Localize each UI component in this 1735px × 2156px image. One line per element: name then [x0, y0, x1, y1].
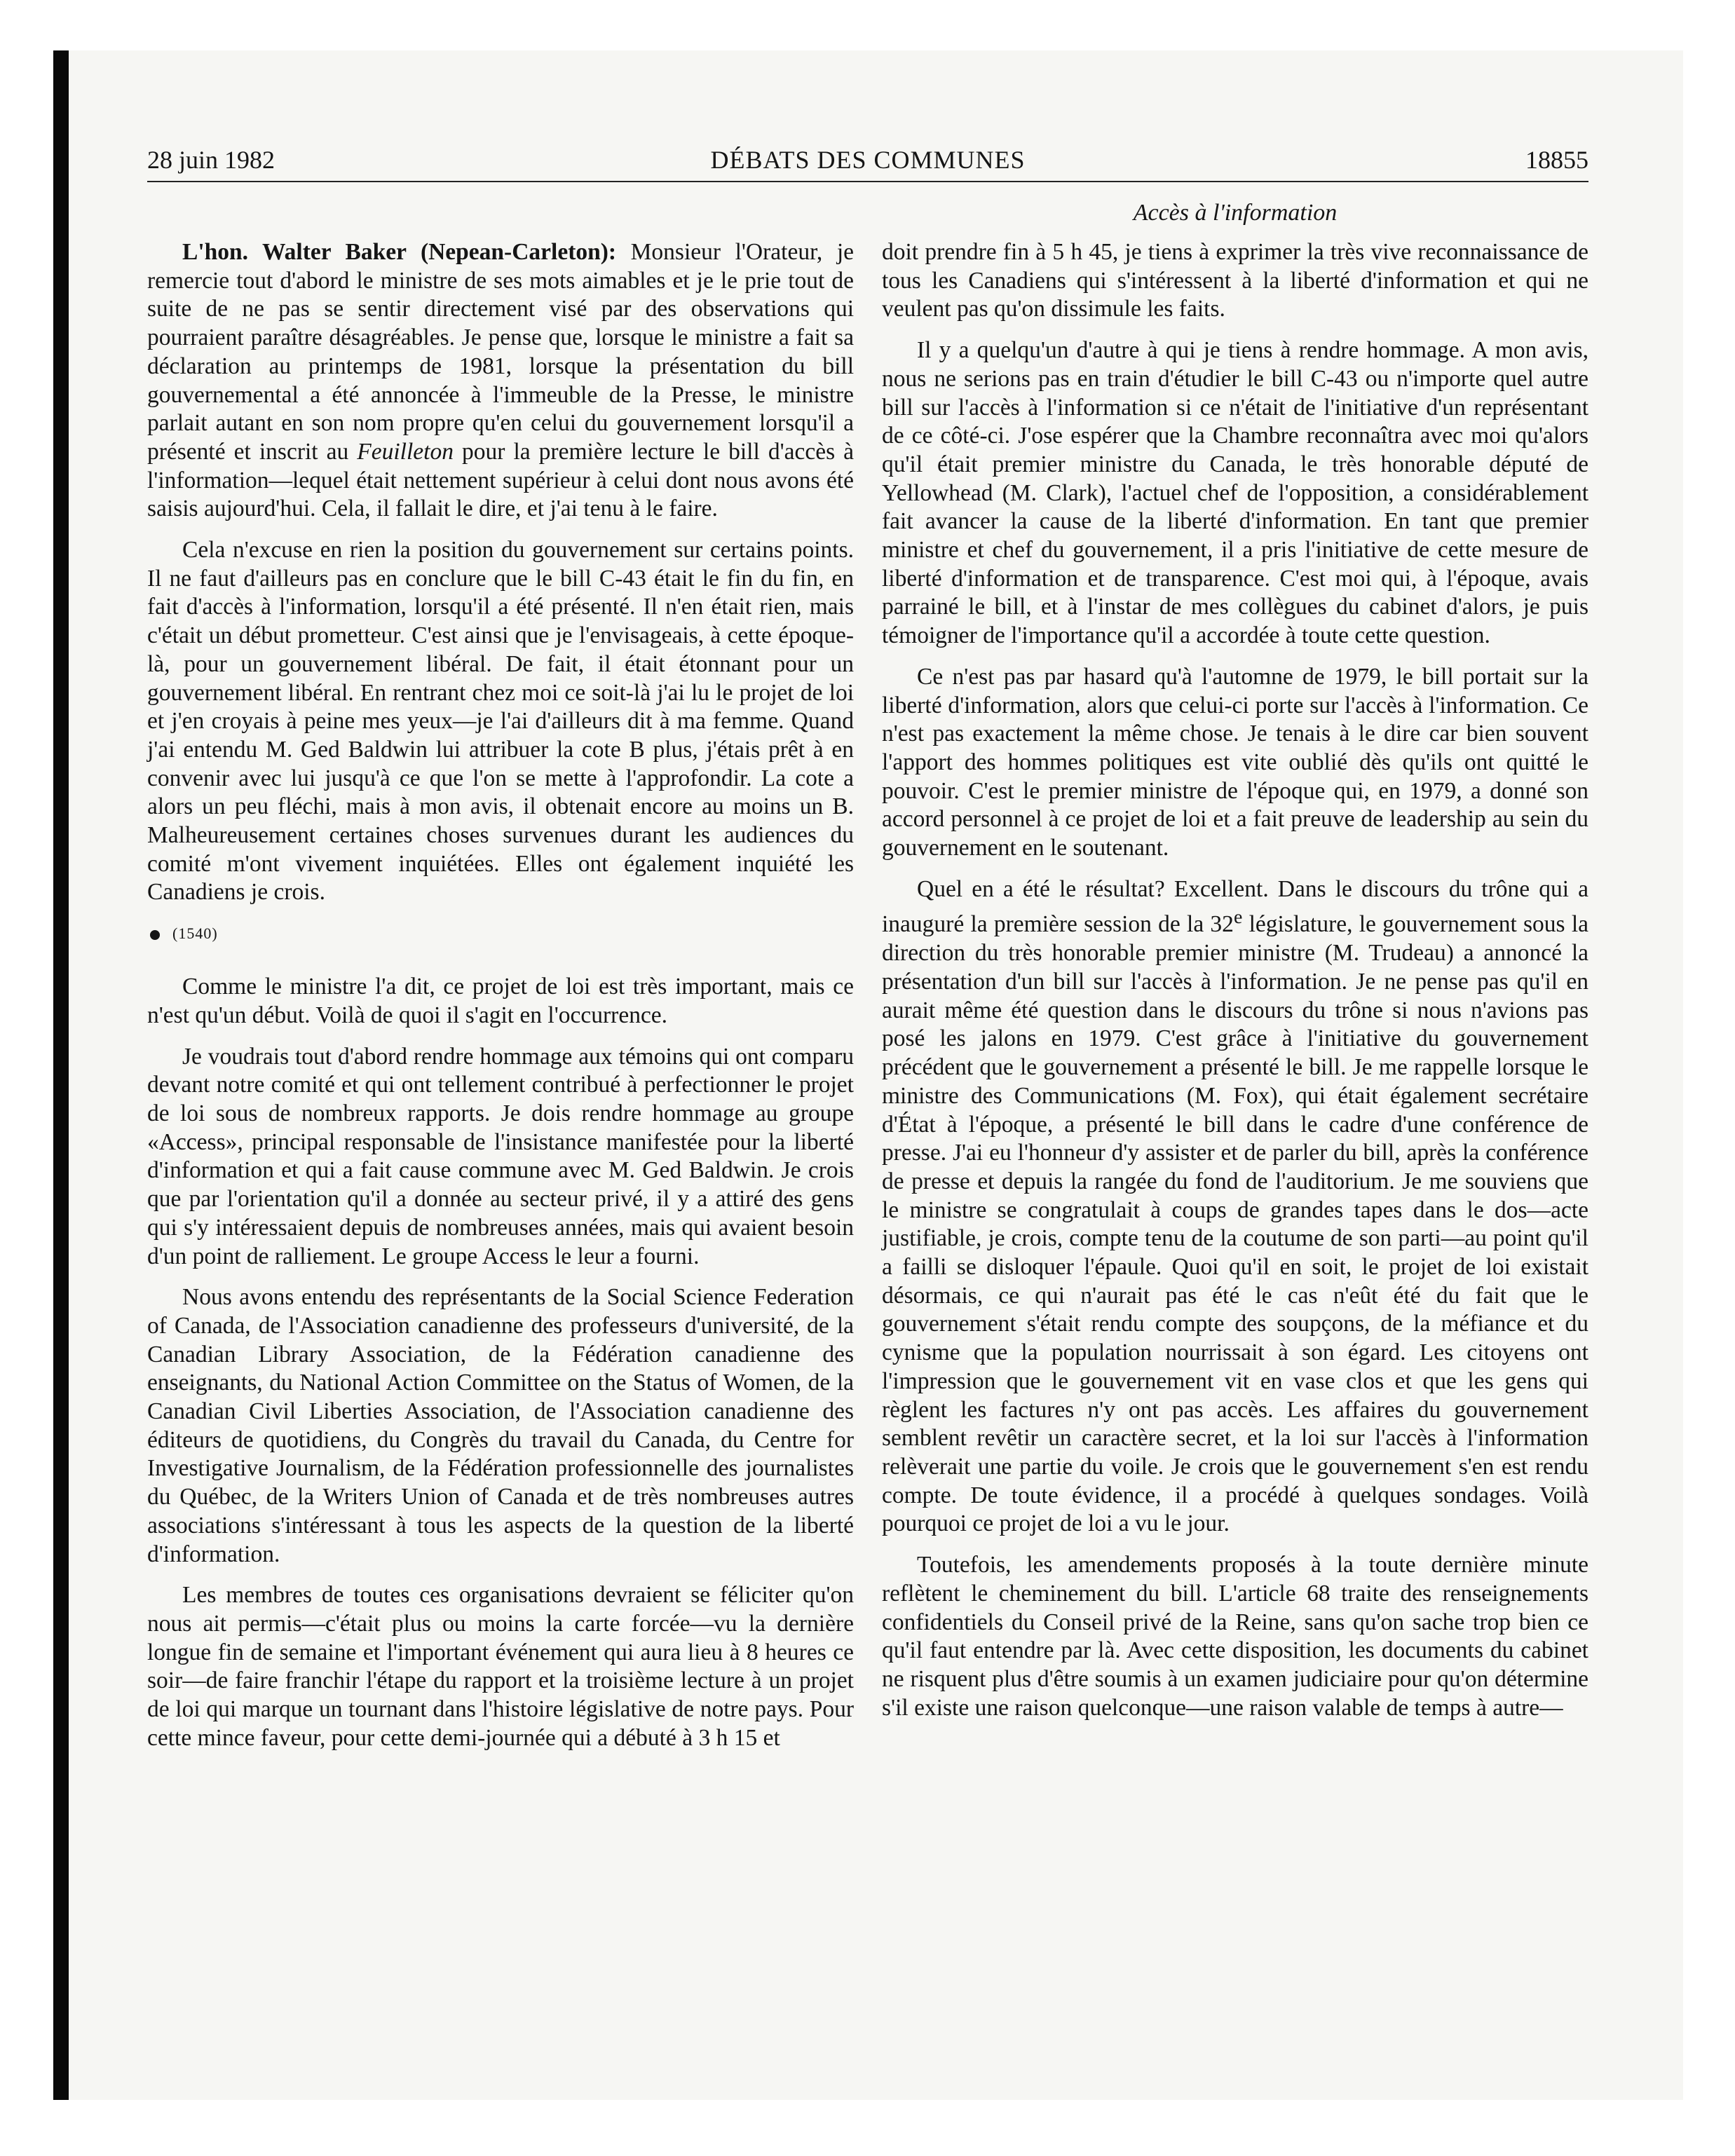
header-page-number: 18855: [1525, 146, 1588, 174]
paragraph-text: Monsieur l'Orateur, je remercie tout d'abord le ministre de ses mots aimables et je le prie tout de suite de ne pas se sentir directement visé par des observations qui pourraient paraître désagréables. Je pense que, lorsque le ministre a fait sa déclaration au printemps de 1981, lorsque la présentation du bill gouvernemental a été annoncée à l'immeuble de la Presse, le ministre parlait autant en son nom propre qu'en celui du gouvernement lorsqu'il a présenté et inscrit au: [147, 239, 854, 465]
right-column: [882, 238, 1588, 1735]
ordinal-superscript: e: [1233, 906, 1243, 929]
section-subheading: Accès à l'information: [1133, 200, 1338, 226]
header-date: 28 juin 1982: [147, 146, 275, 174]
paragraph: Nous avons entendu des représentants de la Social Science Federation of Canada, de l'Association canadienne des professeurs d'université, de la Canadian Library Association, de la Fédération canadienne des enseignants, du National Action Committee on the Status of Women, de la Canadian Civil Liberties Association, de l'Association canadienne des éditeurs de quotidiens, du Congrès du travail du Canada, du Centre for Investigative Journalism, de la Fédération professionnelle des journalistes du Québec, de la Writers Union of Canada et de très nombreuses autres associations s'intéressant à tous les aspects de la question de la liberté d'information.: [147, 1284, 854, 1567]
binding-edge: [53, 50, 69, 2100]
time-marker: [147, 920, 854, 948]
page-header: [147, 143, 1588, 182]
left-column: [147, 238, 854, 1765]
paragraph: doit prendre fin à 5 h 45, je tiens à exprimer la très vive reconnaissance de tous les Canadiens qui s'intéressent à la liberté d'information et qui ne veulent pas qu'on dissimule les faits.: [882, 239, 1588, 322]
paragraph: Comme le ministre l'a dit, ce projet de loi est très important, mais ce n'est qu'un début. Voilà de quoi il s'agit en l'occurrence.: [147, 974, 854, 1028]
paragraph: Cela n'excuse en rien la position du gouvernement sur certains points. Il ne faut d'ailleurs pas en conclure que le bill C-43 était le fin du fin, en fait d'accès à l'information, lorsqu'il a été présenté. Il n'en était rien, mais c'était un début prometteur. C'est ainsi que je l'envisageais, à cette époque-là, pour un gouvernement libéral. De fait, il était étonnant pour un gouvernement libéral. En rentrant chez moi ce soit-là j'ai lu le projet de loi et j'en croyais à peine mes yeux—je l'ai d'ailleurs dit à ma femme. Quand j'ai entendu M. Ged Baldwin lui attribuer la cote B plus, j'étais prêt à en convenir avec lui jusqu'à ce que l'on se mette à l'approfondir. La cote a alors un peu fléchi, mais à mon avis, il obtenait encore au moins un B. Malheureusement certaines choses survenues durant les audiences du comité m'ont vivement inquiétées. Elles ont également inquiété les Canadiens je crois.: [147, 537, 854, 906]
paragraph: Ce n'est pas par hasard qu'à l'automne de 1979, le bill portait sur la liberté d'information, alors que celui-ci porte sur l'accès à l'information. Ce n'est pas exactement la même chose. Je tenais à le dire car bien souvent l'apport des hommes politiques est vite oublié dès qu'ils ont quitté le pouvoir. C'est le premier ministre de l'époque qui, en 1979, a donné son accord personnel à ce projet de loi et a fait preuve de leadership au sein du gouvernement en le soutenant.: [882, 663, 1588, 861]
paragraph: Il y a quelqu'un d'autre à qui je tiens à rendre hommage. A mon avis, nous ne serions pas en train d'étudier le bill C-43 ou n'importe quel autre bill sur l'accès à l'information si ce n'était de l'initiative d'un représentant de ce côté-ci. J'ose espérer que la Chambre reconnaîtra avec moi qu'alors qu'il était premier ministre du Canada, le très honorable député de Yellowhead (M. Clark), l'actuel chef de l'opposition, a considérablement fait avancer la cause de la liberté d'information. En tant que premier ministre et chef du gouvernement, il a pris l'initiative de cette mesure de liberté d'information et de transparence. C'est moi qui, à l'époque, avais parrainé le bill, et à l'instar de mes collègues du cabinet d'alors, je puis témoigner de l'importance qu'il a accordée à toute cette question.: [882, 337, 1588, 649]
paragraph: Toutefois, les amendements proposés à la toute dernière minute reflètent le cheminement du bill. L'article 68 traite des renseignements confidentiels du Conseil privé de la Reine, sans qu'on sache trop bien ce qu'il faut entendre par là. Avec cette disposition, les documents du cabinet ne risquent plus d'être soumis à un examen judiciaire pour qu'on détermine s'il existe une raison quelconque—une raison valable de temps à autre—: [882, 1552, 1588, 1721]
header-title: DÉBATS DES COMMUNES: [710, 146, 1026, 174]
paragraph: [147, 238, 854, 524]
time-marker-text: (1540): [172, 925, 218, 943]
paragraph: Les membres de toutes ces organisations devraient se féliciter qu'on nous ait permis—c'était plus ou moins la carte forcée—vu la dernière longue fin de semaine et l'important événement qui aura lieu à 8 heures ce soir—de faire franchir l'étape du rapport et la troisième lecture à un projet de loi qui marque un tournant dans l'histoire législative de notre pays. Pour cette mince faveur, pour cette demi-journée qui a débuté à 3 h 15 et: [147, 1582, 854, 1751]
paragraph-text: législature, le gouvernement sous la direction du très honorable premier ministre (M. Trudeau) a annoncé la présentation d'un bill sur l'accès à l'information. Je ne pense pas qu'il en aurait même été question dans le discours du trône si nous n'avions pas posé les jalons en 1979. C'est grâce à l'initiative du gouvernement précédent que le gouvernement a présenté le bill. Je me rappelle lorsque le ministre des Communications (M. Fox), qui était également secrétaire d'État à l'époque, a présenté le bill dans le cadre d'une conférence de presse. J'ai eu l'honneur d'y assister et de parler du bill, après la conférence de presse et depuis la rangée du fond de l'auditorium. Je me souviens que le ministre se congratulait à coups de grandes tapes dans le dos—acte justifiable, je crois, compte tenu de la coutume de son parti—au point qu'il a failli se disloquer l'épaule. Quoi qu'il en soit, le projet de loi existait désormais, ce qui n'aurait pas été le cas n'eût été du fait que le gouvernement s'était rendu compte des soupçons, de la méfiance et du cynisme que la population nourrissait à son égard. Les citoyens ont l'impression que le gouvernement vit en vase clos et que les gens qui règlent les factures n'y ont pas accès. Les affaires du gouvernement semblent revêtir un caractère secret, et la loi sur l'accès à l'information relèverait une partie du voile. Je crois que le gouvernement s'en est rendu compte. De toute évidence, il a procédé à quelques sondages. Voilà pourquoi ce projet de loi a vu le jour.: [882, 911, 1588, 1537]
italic-term: Feuilleton: [357, 438, 454, 465]
paragraph: Je voudrais tout d'abord rendre hommage aux témoins qui ont comparu devant notre comité et qui ont tellement contribué à perfectionner le projet de loi sous de nombreux rapports. Je dois rendre hommage au groupe «Access», principal responsable de l'insistance manifestée pour la liberté d'information et qui a fait cause commune avec M. Ged Baldwin. Je crois que par l'orientation qu'il a donnée au secteur privé, il y a attiré des gens qui s'y intéressaient depuis de nombreuses années, mais qui avaient besoin d'un point de ralliement. Le groupe Access le leur a fourni.: [147, 1043, 854, 1269]
bullet-icon: [150, 930, 160, 940]
paragraph: [882, 875, 1588, 1538]
paragraph-text: Quel en a été le résultat? Excellent. Dans le discours du trône qui a inauguré la première session de la 32: [882, 875, 1588, 938]
speaker-name: L'hon. Walter Baker (Nepean-Carleton):: [182, 239, 617, 265]
paragraph-text: pour la première lecture le bill d'accès à l'information—lequel était nettement supérieur à celui dont nous avons été saisis aujourd'hui. Cela, il fallait le dire, et j'ai tenu à le faire.: [147, 438, 855, 522]
